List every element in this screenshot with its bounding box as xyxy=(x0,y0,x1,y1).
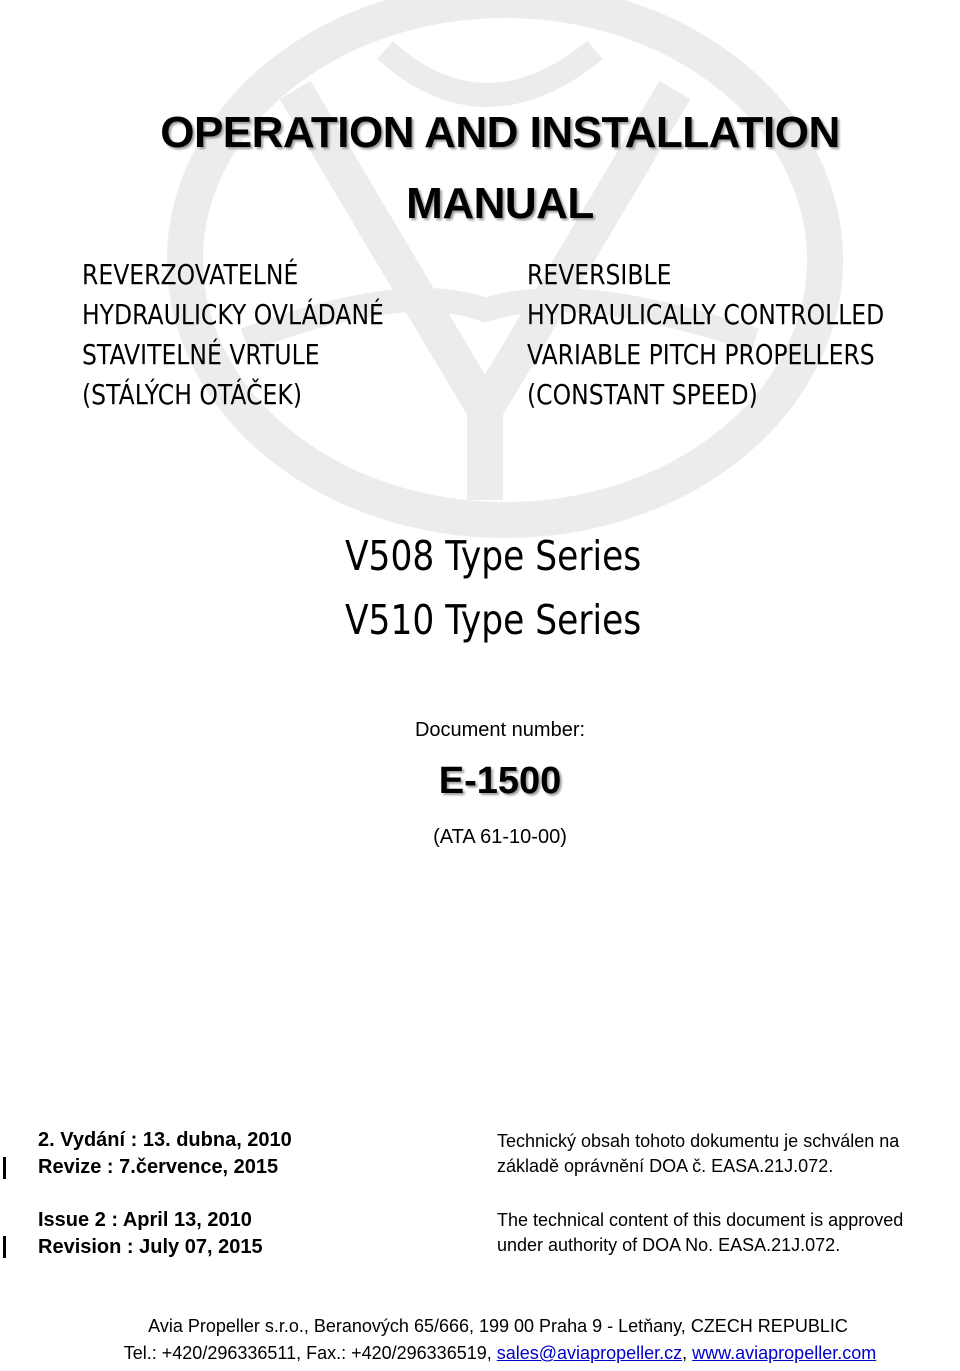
description-czech-line: (STÁLÝCH OTÁČEK) xyxy=(82,378,303,411)
description-czech-line: HYDRAULICKY OVLÁDANÉ xyxy=(82,298,384,331)
approval-line: The technical content of this document is approved xyxy=(497,1210,904,1230)
ata-code: (ATA 61-10-00) xyxy=(433,826,567,848)
issue-date: Issue 2 : April 13, 2010 xyxy=(38,1209,252,1231)
description-czech xyxy=(82,255,384,415)
description-english-line: HYDRAULICALLY CONTROLLED xyxy=(527,298,885,331)
description-czech-line: REVERZOVATELNÉ xyxy=(82,258,299,291)
issue-block-english xyxy=(38,1207,263,1261)
approval-line: základě oprávnění DOA č. EASA.21J.072. xyxy=(497,1156,834,1176)
description-english-line: VARIABLE PITCH PROPELLERS xyxy=(527,338,875,371)
title-line-2: MANUAL xyxy=(406,179,594,228)
title-line-1: OPERATION AND INSTALLATION xyxy=(160,108,840,157)
approval-note-english xyxy=(497,1208,903,1258)
revision-bar xyxy=(3,1157,6,1179)
footer-phone: Tel.: +420/296336511, Fax.: +420/296336519, xyxy=(123,1343,497,1363)
description-english-line: REVERSIBLE xyxy=(527,258,672,291)
series-item: V510 Type Series xyxy=(345,596,642,644)
description-czech-line: STAVITELNÉ VRTULE xyxy=(82,338,320,371)
approval-note-czech xyxy=(497,1129,899,1179)
email-link[interactable]: sales@aviapropeller.cz xyxy=(496,1343,683,1363)
document-number: E-1500 xyxy=(438,760,562,802)
footer-address: Avia Propeller s.r.o., Beranových 65/666, 199 00 Praha 9 - Letňany, CZECH REPUBLIC xyxy=(148,1316,848,1336)
description-english xyxy=(527,255,884,415)
website-link[interactable]: www.aviapropeller.com xyxy=(692,1343,877,1363)
series-list xyxy=(345,524,641,652)
revision-date: Revision : July 07, 2015 xyxy=(38,1236,263,1258)
document-number-label: Document number: xyxy=(414,719,586,741)
issue-date: 2. Vydání : 13. dubna, 2010 xyxy=(38,1129,292,1151)
revision-bar xyxy=(3,1236,6,1258)
issue-block-czech xyxy=(38,1127,292,1181)
footer-contact xyxy=(0,1343,960,1364)
revision-date: Revize : 7.července, 2015 xyxy=(38,1156,279,1178)
approval-line: Technický obsah tohoto dokumentu je schválen na xyxy=(497,1131,900,1151)
description-english-line: (CONSTANT SPEED) xyxy=(527,378,758,411)
series-item: V508 Type Series xyxy=(345,532,642,580)
approval-line: under authority of DOA No. EASA.21J.072. xyxy=(497,1235,841,1255)
footer-separator: , xyxy=(682,1343,693,1363)
